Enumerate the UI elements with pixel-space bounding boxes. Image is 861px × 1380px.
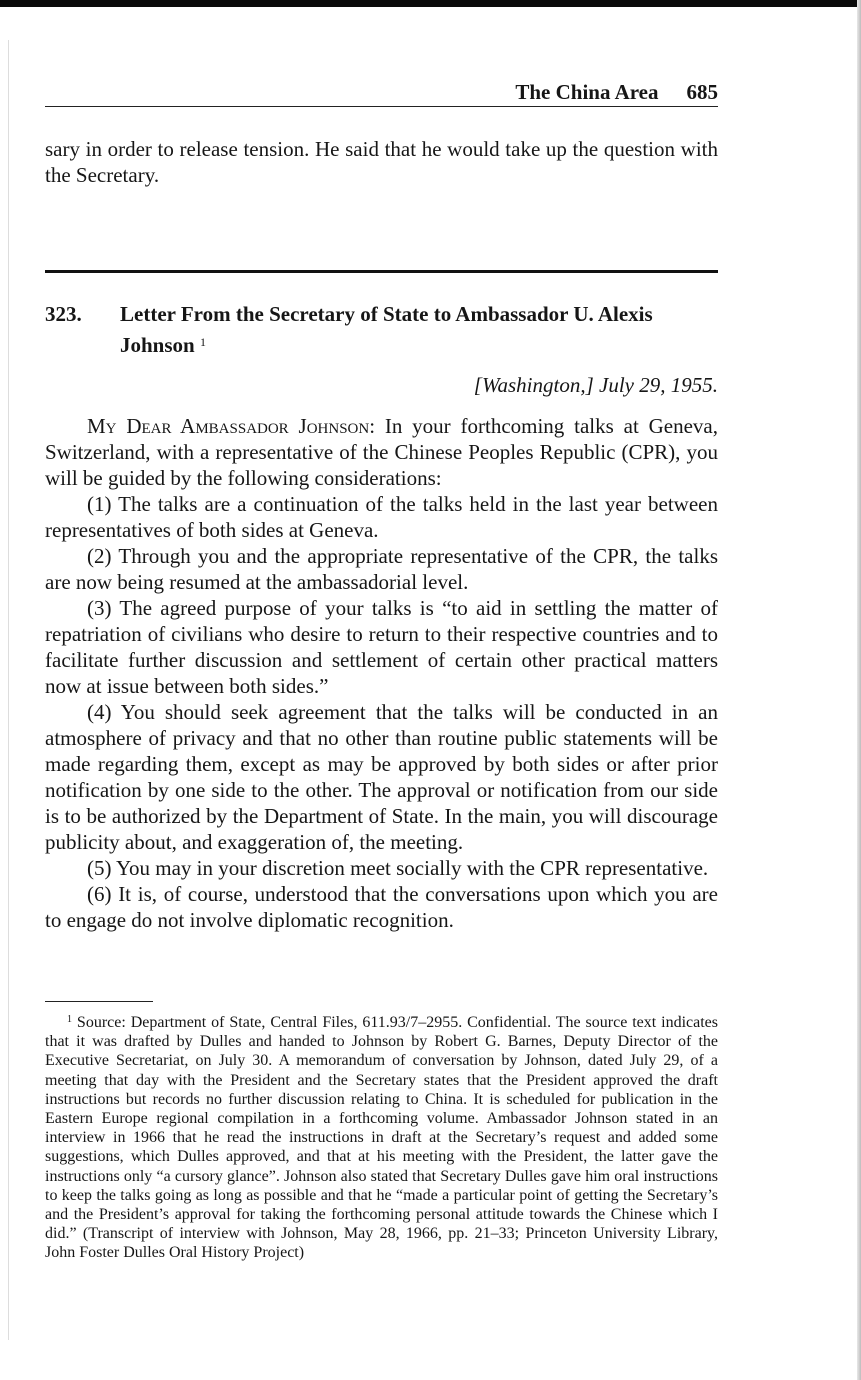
opening-text: In your forthcoming talks at Geneva, Switzerland, with a representative of the Chinese Peoples Republic (CPR), you will be guided by the following considerations:	[45, 414, 718, 490]
dateline: [Washington,] July 29, 1955.	[473, 373, 718, 397]
footnote-text: Source: Department of State, Central Files, 611.93/7–2955. Confidential. The source text indicates that it was drafted by Dulles and handed to Johnson by Robert G. Barnes, Deputy Director of the Executive Secretariat, on July 30. A memorandum of conversation by Johnson, dated July 29, of a meeting that day with the President and the Secretary states that the President approved the draft instructions but records no further discussion relating to China. It is scheduled for publication in the Eastern Europe regional compilation in a forthcoming volume. Ambassador Johnson stated in an interview in 1966 that he read the instructions in draft at the Secretary’s request and added some suggestions, which Dulles approved, and that at his meeting with the President, the latter gave the instructions only “a cursory glance”. Johnson also stated that Secretary Dulles gave him oral instructions to keep the talks going as long as possible and that he “made a particular point of getting the Secretary’s and the President’s approval for taking the forthcoming personal attitude towards the Chinese which I did.” (Transcript of interview with Johnson, May 28, 1966, pp. 21–33; Princeton University Library, John Foster Dulles Oral History Project)	[45, 1014, 718, 1262]
consideration-paragraph: (4) You should seek agreement that the talks will be conducted in an atmosphere of privacy and that no other than routine public statements will be made regarding them, except as may be approved by both sides or after prior notification by one side to the other. The approval or notification from our side is to be authorized by the Department of State. In the main, you will discourage publicity about, and exaggeration of, the meeting.	[45, 700, 718, 854]
running-head-section: The China Area	[515, 80, 659, 104]
header-rule	[45, 106, 718, 107]
consideration-paragraph: (2) Through you and the appropriate representative of the CPR, the talks are now being resumed at the ambassadorial level.	[45, 544, 718, 594]
carryover-paragraph: sary in order to release tension. He said that he would take up the question with the Secretary.	[45, 137, 718, 187]
footnote-reference: 1	[199, 335, 206, 349]
scan-edge-top	[0, 0, 861, 7]
letter-body	[45, 413, 718, 933]
running-head	[515, 80, 718, 105]
scan-edge-right	[857, 0, 861, 1380]
consideration-paragraph: (1) The talks are a continuation of the talks held in the last year between representatives of both sides at Geneva.	[45, 492, 718, 542]
letter-opening-paragraph	[45, 413, 718, 491]
document-heading	[45, 300, 718, 359]
document-separator-rule	[45, 270, 718, 273]
footnote	[45, 1010, 718, 1263]
document-title-text: Letter From the Secretary of State to Ambassador U. Alexis Johnson	[120, 302, 653, 357]
footnote-rule	[45, 1001, 153, 1002]
footnote-paragraph	[45, 1010, 718, 1263]
consideration-paragraph: (5) You may in your discretion meet socially with the CPR representative.	[87, 856, 709, 880]
salutation: My Dear Ambassador Johnson:	[87, 414, 376, 438]
page-number: 685	[686, 80, 718, 104]
consideration-paragraph: (6) It is, of course, understood that the conversations upon which you are to engage do not involve diplomatic recognition.	[45, 882, 718, 932]
footnote-marker: 1	[67, 1014, 72, 1025]
document-number: 323.	[45, 302, 82, 326]
scan-edge-left	[8, 40, 9, 1340]
document-title	[120, 300, 718, 359]
consideration-paragraph: (3) The agreed purpose of your talks is “to aid in settling the matter of repatriation of civilians who desire to return to their respective countries and to facilitate further discussion and settlement of certain other practical matters now at issue between both sides.”	[45, 596, 718, 698]
